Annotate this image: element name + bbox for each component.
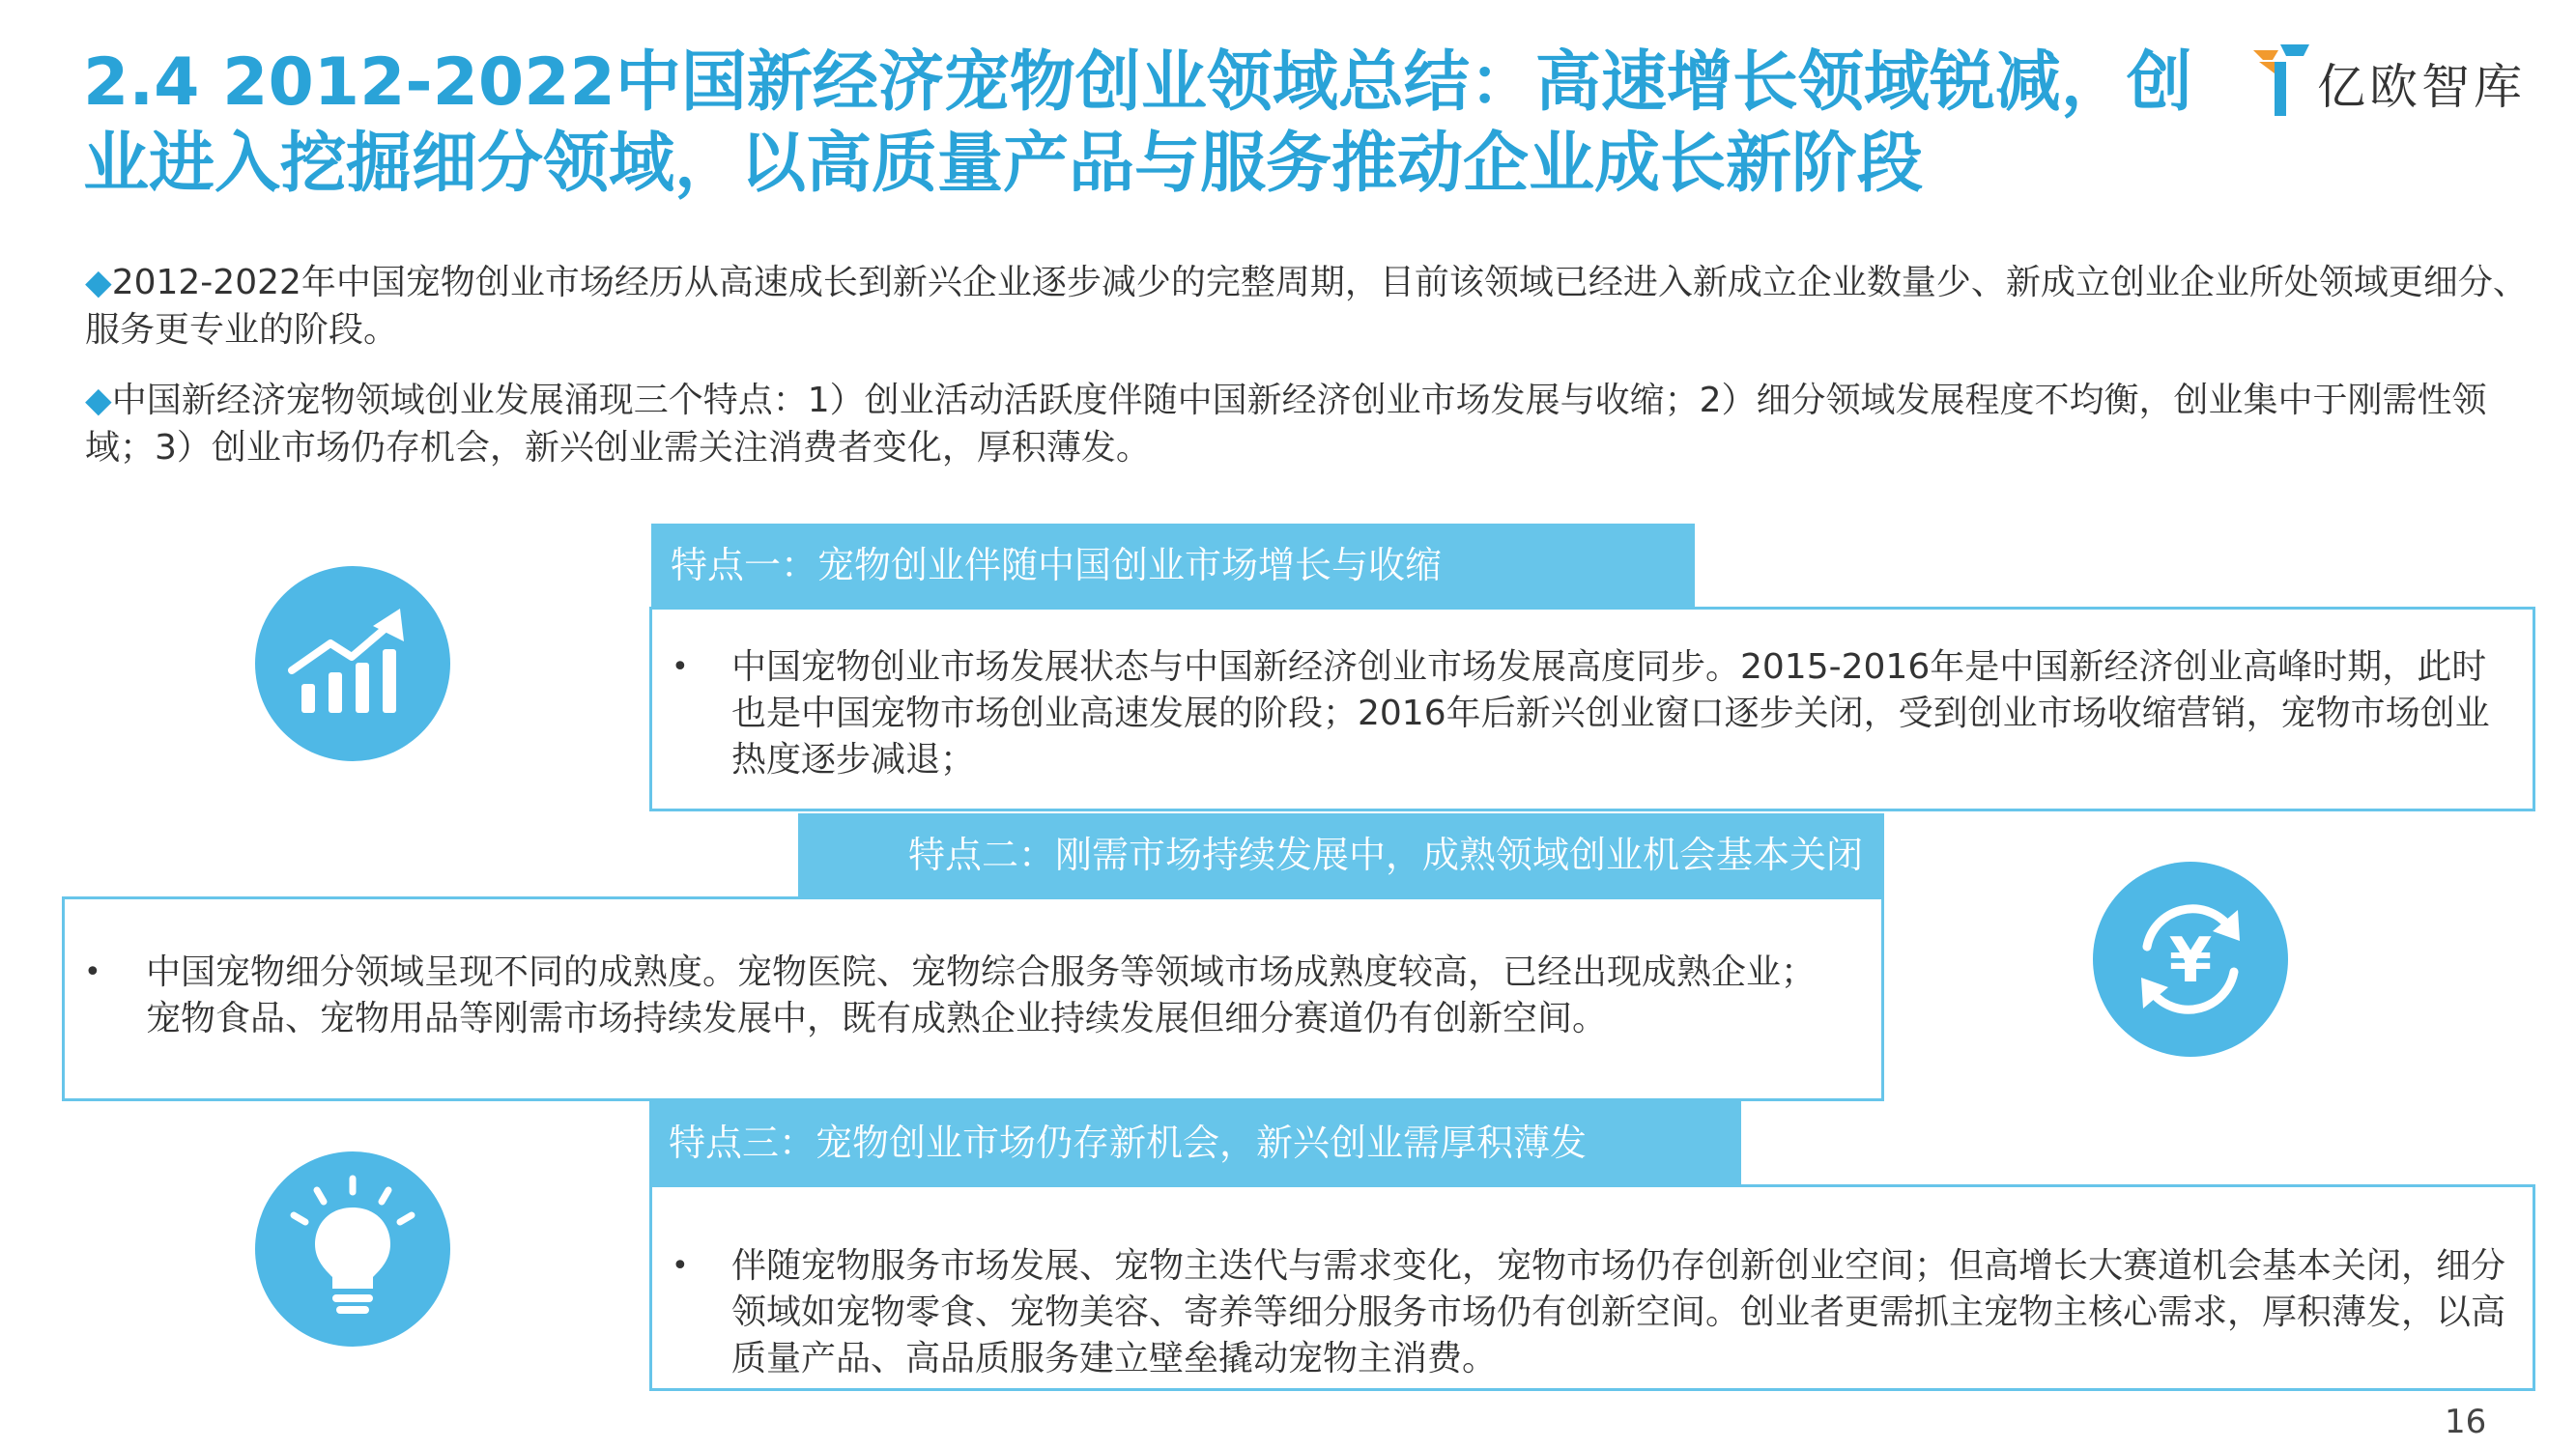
- feature-1-text: 中国宠物创业市场发展状态与中国新经济创业市场发展高度同步。2015-2016年是中国新经济创业高峰时期，此时也是中国宠物市场创业高速发展的阶段；2016年后新兴创业窗口逐步关闭，受到创业市场收缩营销，宠物市场创业热度逐步减退；: [731, 647, 2490, 780]
- page-number: 16: [2445, 1403, 2487, 1441]
- intro-paragraph-2: [85, 377, 2539, 471]
- yuan-glyph: ¥: [2168, 925, 2213, 997]
- growth-chart-icon: [255, 566, 450, 761]
- feature-1-tab: 特点一：宠物创业伴随中国创业市场增长与收缩: [651, 524, 1695, 607]
- feature-1-box: [649, 607, 2535, 811]
- page-title: 2.4 2012-2022中国新经济宠物创业领域总结：高速增长领域锐减，创业进入挖掘细分领域，以高质量产品与服务推动企业成长新阶段: [83, 44, 2192, 202]
- bullet-dot: •: [672, 1249, 689, 1283]
- diamond-bullet-icon: ◆: [85, 381, 112, 420]
- lightbulb-icon: [255, 1151, 450, 1347]
- yuan-cycle-icon: [2093, 862, 2288, 1057]
- feature-2-text: 中国宠物细分领域呈现不同的成熟度。宠物医院、宠物综合服务等领域市场成熟度较高，已经出现成熟企业；宠物食品、宠物用品等刚需市场持续发展中，既有成熟企业持续发展但细分赛道仍有创新空间。: [146, 952, 1817, 1038]
- feature-2-tab: 特点二：刚需市场持续发展中，成熟领域创业机会基本关闭: [798, 813, 1884, 896]
- logo-mark-icon: [2249, 41, 2317, 118]
- diamond-bullet-icon: ◆: [85, 263, 112, 302]
- intro-paragraph-2-text: 中国新经济宠物领域创业发展涌现三个特点：1）创业活动活跃度伴随中国新经济创业市场发展与收缩；2）细分领域发展程度不均衡，创业集中于刚需性领域；3）创业市场仍存机会，新兴创业需关注消费者变化，厚积薄发。: [85, 381, 2487, 468]
- intro-paragraph-1-text: 2012-2022年中国宠物创业市场经历从高速成长到新兴企业逐步减少的完整周期，目前该领域已经进入新成立企业数量少、新成立创业企业所处领域更细分、服务更专业的阶段。: [85, 263, 2528, 350]
- intro-paragraph-1: [85, 259, 2539, 354]
- logo-text: 亿欧智库: [2317, 59, 2526, 115]
- bullet-dot: •: [672, 650, 689, 684]
- brand-logo: [2249, 41, 2539, 118]
- feature-3-text: 伴随宠物服务市场发展、宠物主迭代与需求变化，宠物市场仍存创新创业空间；但高增长大赛道机会基本关闭，细分领域如宠物零食、宠物美容、寄养等细分服务市场仍有创新空间。创业者更需抓主宠物主核心需求，厚积薄发，以高质量产品、高品质服务建立壁垒撬动宠物主消费。: [731, 1246, 2506, 1378]
- bullet-dot: •: [84, 955, 101, 989]
- feature-2-box: [62, 896, 1884, 1101]
- feature-3-box: [649, 1184, 2535, 1391]
- feature-3-tab: 特点三：宠物创业市场仍存新机会，新兴创业需厚积薄发: [649, 1101, 1741, 1184]
